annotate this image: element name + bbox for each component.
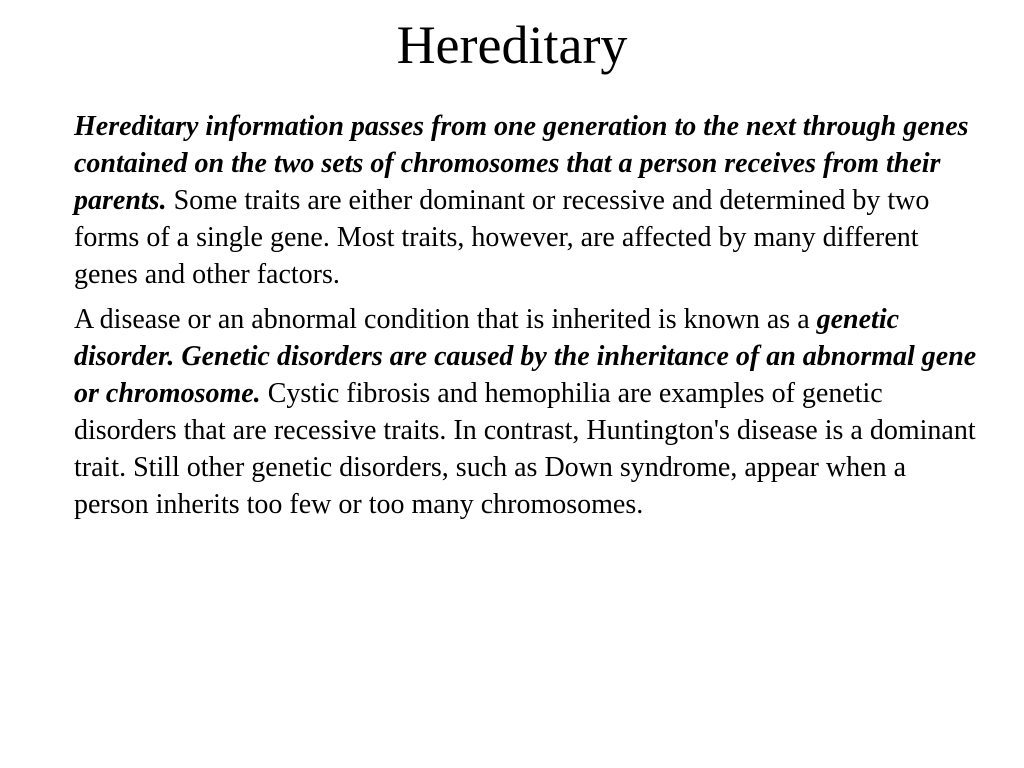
paragraph-genetic-disorder-text: Cystic fibrosis and hemophilia are examples of genetic disorders that are recessive traits. In contrast, Huntington's disease is a dominant trait. Still other genetic disorders, such as Down syndrome, appear when a person inherits too few or too many chromosomes. bbox=[74, 378, 976, 520]
paragraph-genetic-disorder-emphasis: genetic disorder. Genetic disorders are caused by the inheritance of an abnormal gene or chromosome. bbox=[74, 304, 977, 409]
slide-title: Hereditary bbox=[396, 15, 628, 75]
paragraph-heredity-text: Some traits are either dominant or recessive and determined by two forms of a single gene. Most traits, however, are affected by many different genes and other factors. bbox=[74, 185, 930, 290]
slide-body bbox=[74, 108, 984, 531]
paragraph-genetic-disorder-intro: A disease or an abnormal condition that is inherited is known as a bbox=[74, 304, 817, 335]
paragraph-heredity bbox=[74, 108, 984, 293]
paragraph-genetic-disorder bbox=[74, 301, 984, 523]
paragraph-heredity-emphasis: Hereditary information passes from one generation to the next through genes contained on the two sets of chromosomes that a person receives from their parents. bbox=[74, 111, 969, 216]
